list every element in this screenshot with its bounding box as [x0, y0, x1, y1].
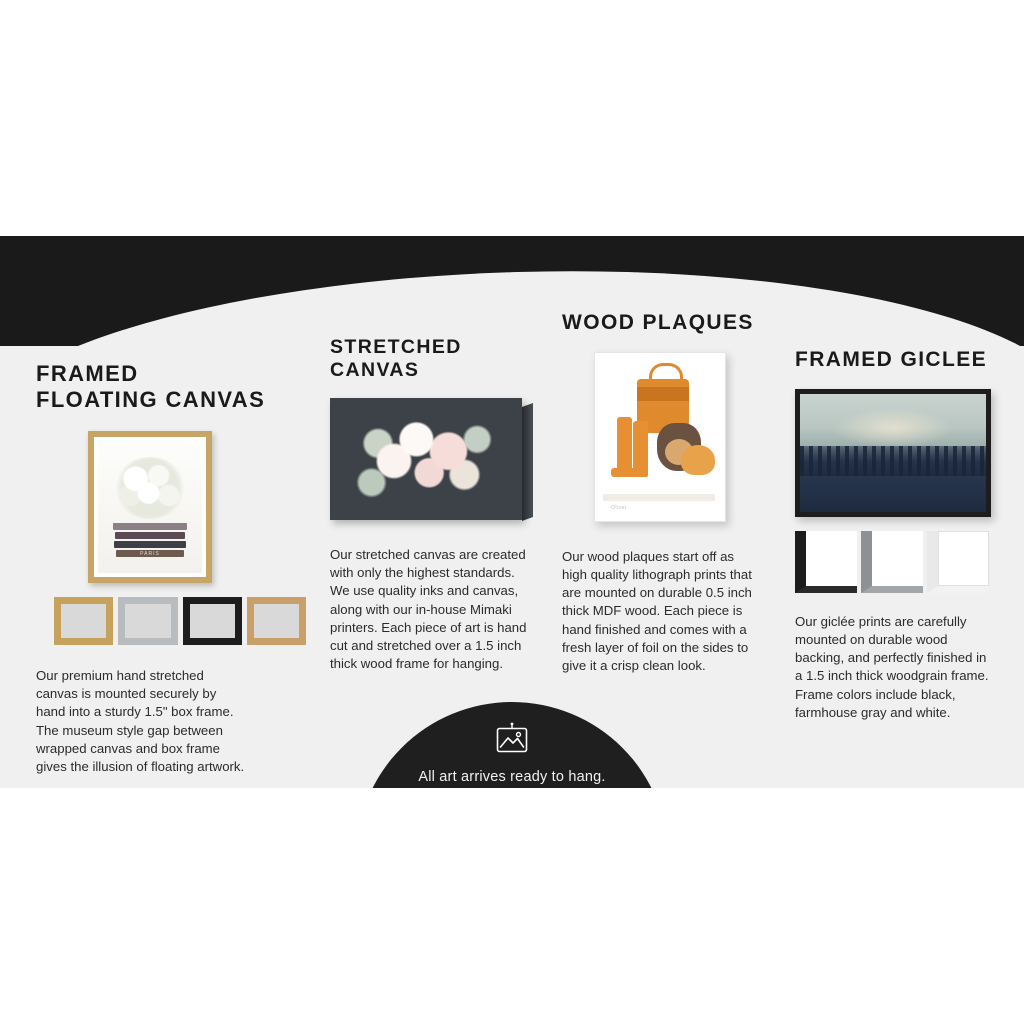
- section-title: [36, 361, 306, 413]
- section-title-line1: FRAMED: [36, 361, 139, 386]
- stretched-canvas-artwork: [330, 398, 522, 520]
- silver-frame-swatch[interactable]: [118, 597, 177, 645]
- gold-frame-swatch[interactable]: [54, 597, 113, 645]
- section-description: Our giclée prints are carefully mounted on durable wood backing, and perfectly finished in a 1.5 inch thick woodgrain frame. Frame colors include black, farmhouse gray and white.: [795, 613, 989, 720]
- section-title-line2: CANVAS: [330, 359, 420, 381]
- black-frame-swatch[interactable]: [183, 597, 242, 645]
- flower-bouquet-shape: [114, 457, 186, 519]
- section-title: [330, 336, 542, 382]
- framed-floating-canvas-artwork: [88, 431, 212, 583]
- framed-picture-icon: [356, 722, 668, 761]
- black-frame-sample[interactable]: [795, 531, 857, 593]
- section-title: [795, 348, 1000, 373]
- section-stretched-canvas: [330, 336, 542, 674]
- section-title-line1: FRAMED GICLEE: [795, 348, 988, 371]
- section-description: Our stretched canvas are created with only the highest standards. We use quality inks and canvas, along with our in-house Mimaki printers. Each piece of art is hand cut and stretched over a 1.5 inch thick wood frame for hanging.: [330, 547, 527, 672]
- canvas-side-edge: [522, 403, 533, 521]
- wood-frame-swatch[interactable]: [247, 597, 306, 645]
- wood-plaque-artwork: [594, 352, 726, 522]
- section-description: Our wood plaques start off as high quality lithograph prints that are mounted on durable 0.5 inch thick MDF wood. Each piece is hand finished and comes with a fresh layer of foil on the sides to give it a crisp clean look.: [562, 548, 752, 674]
- ready-to-hang-badge: [356, 702, 668, 788]
- framed-giclee-artwork: [795, 389, 991, 517]
- artwork-signature: Oliver: [611, 504, 628, 511]
- section-title-line1: STRETCHED: [330, 336, 462, 358]
- frame-color-swatches: [54, 597, 306, 645]
- artwork-ground-shadow: [603, 494, 715, 501]
- section-description: Our premium hand stretched canvas is mounted securely by hand into a sturdy 1.5" box frame. The museum style gap between wrapped canvas and box frame gives the illusion of floating artwork.: [36, 667, 245, 774]
- artwork-caption: PARIS: [140, 550, 160, 557]
- artwork-image-hydrangea-books: [98, 441, 202, 573]
- giclee-frame-color-samples: [795, 531, 1000, 593]
- section-framed-floating-canvas: [36, 361, 306, 776]
- abstract-sky-glow: [833, 408, 952, 448]
- white-frame-sample[interactable]: [927, 531, 989, 593]
- section-title-line2: FLOATING CANVAS: [36, 386, 266, 412]
- badge-label: All art arrives ready to hang.: [418, 769, 606, 785]
- floral-artwork-shape: [346, 410, 506, 508]
- section-framed-giclee: [795, 348, 1000, 722]
- section-title: [562, 311, 772, 336]
- second-dog-shape: [681, 445, 715, 475]
- gray-frame-sample[interactable]: [861, 531, 923, 593]
- product-types-infographic: [0, 236, 1024, 788]
- rain-boot-right-shape: [633, 421, 648, 477]
- section-title-line1: WOOD PLAQUES: [562, 311, 754, 334]
- gold-box-frame: [88, 431, 212, 583]
- abstract-treeline: [800, 446, 986, 477]
- section-wood-plaques: [562, 311, 772, 675]
